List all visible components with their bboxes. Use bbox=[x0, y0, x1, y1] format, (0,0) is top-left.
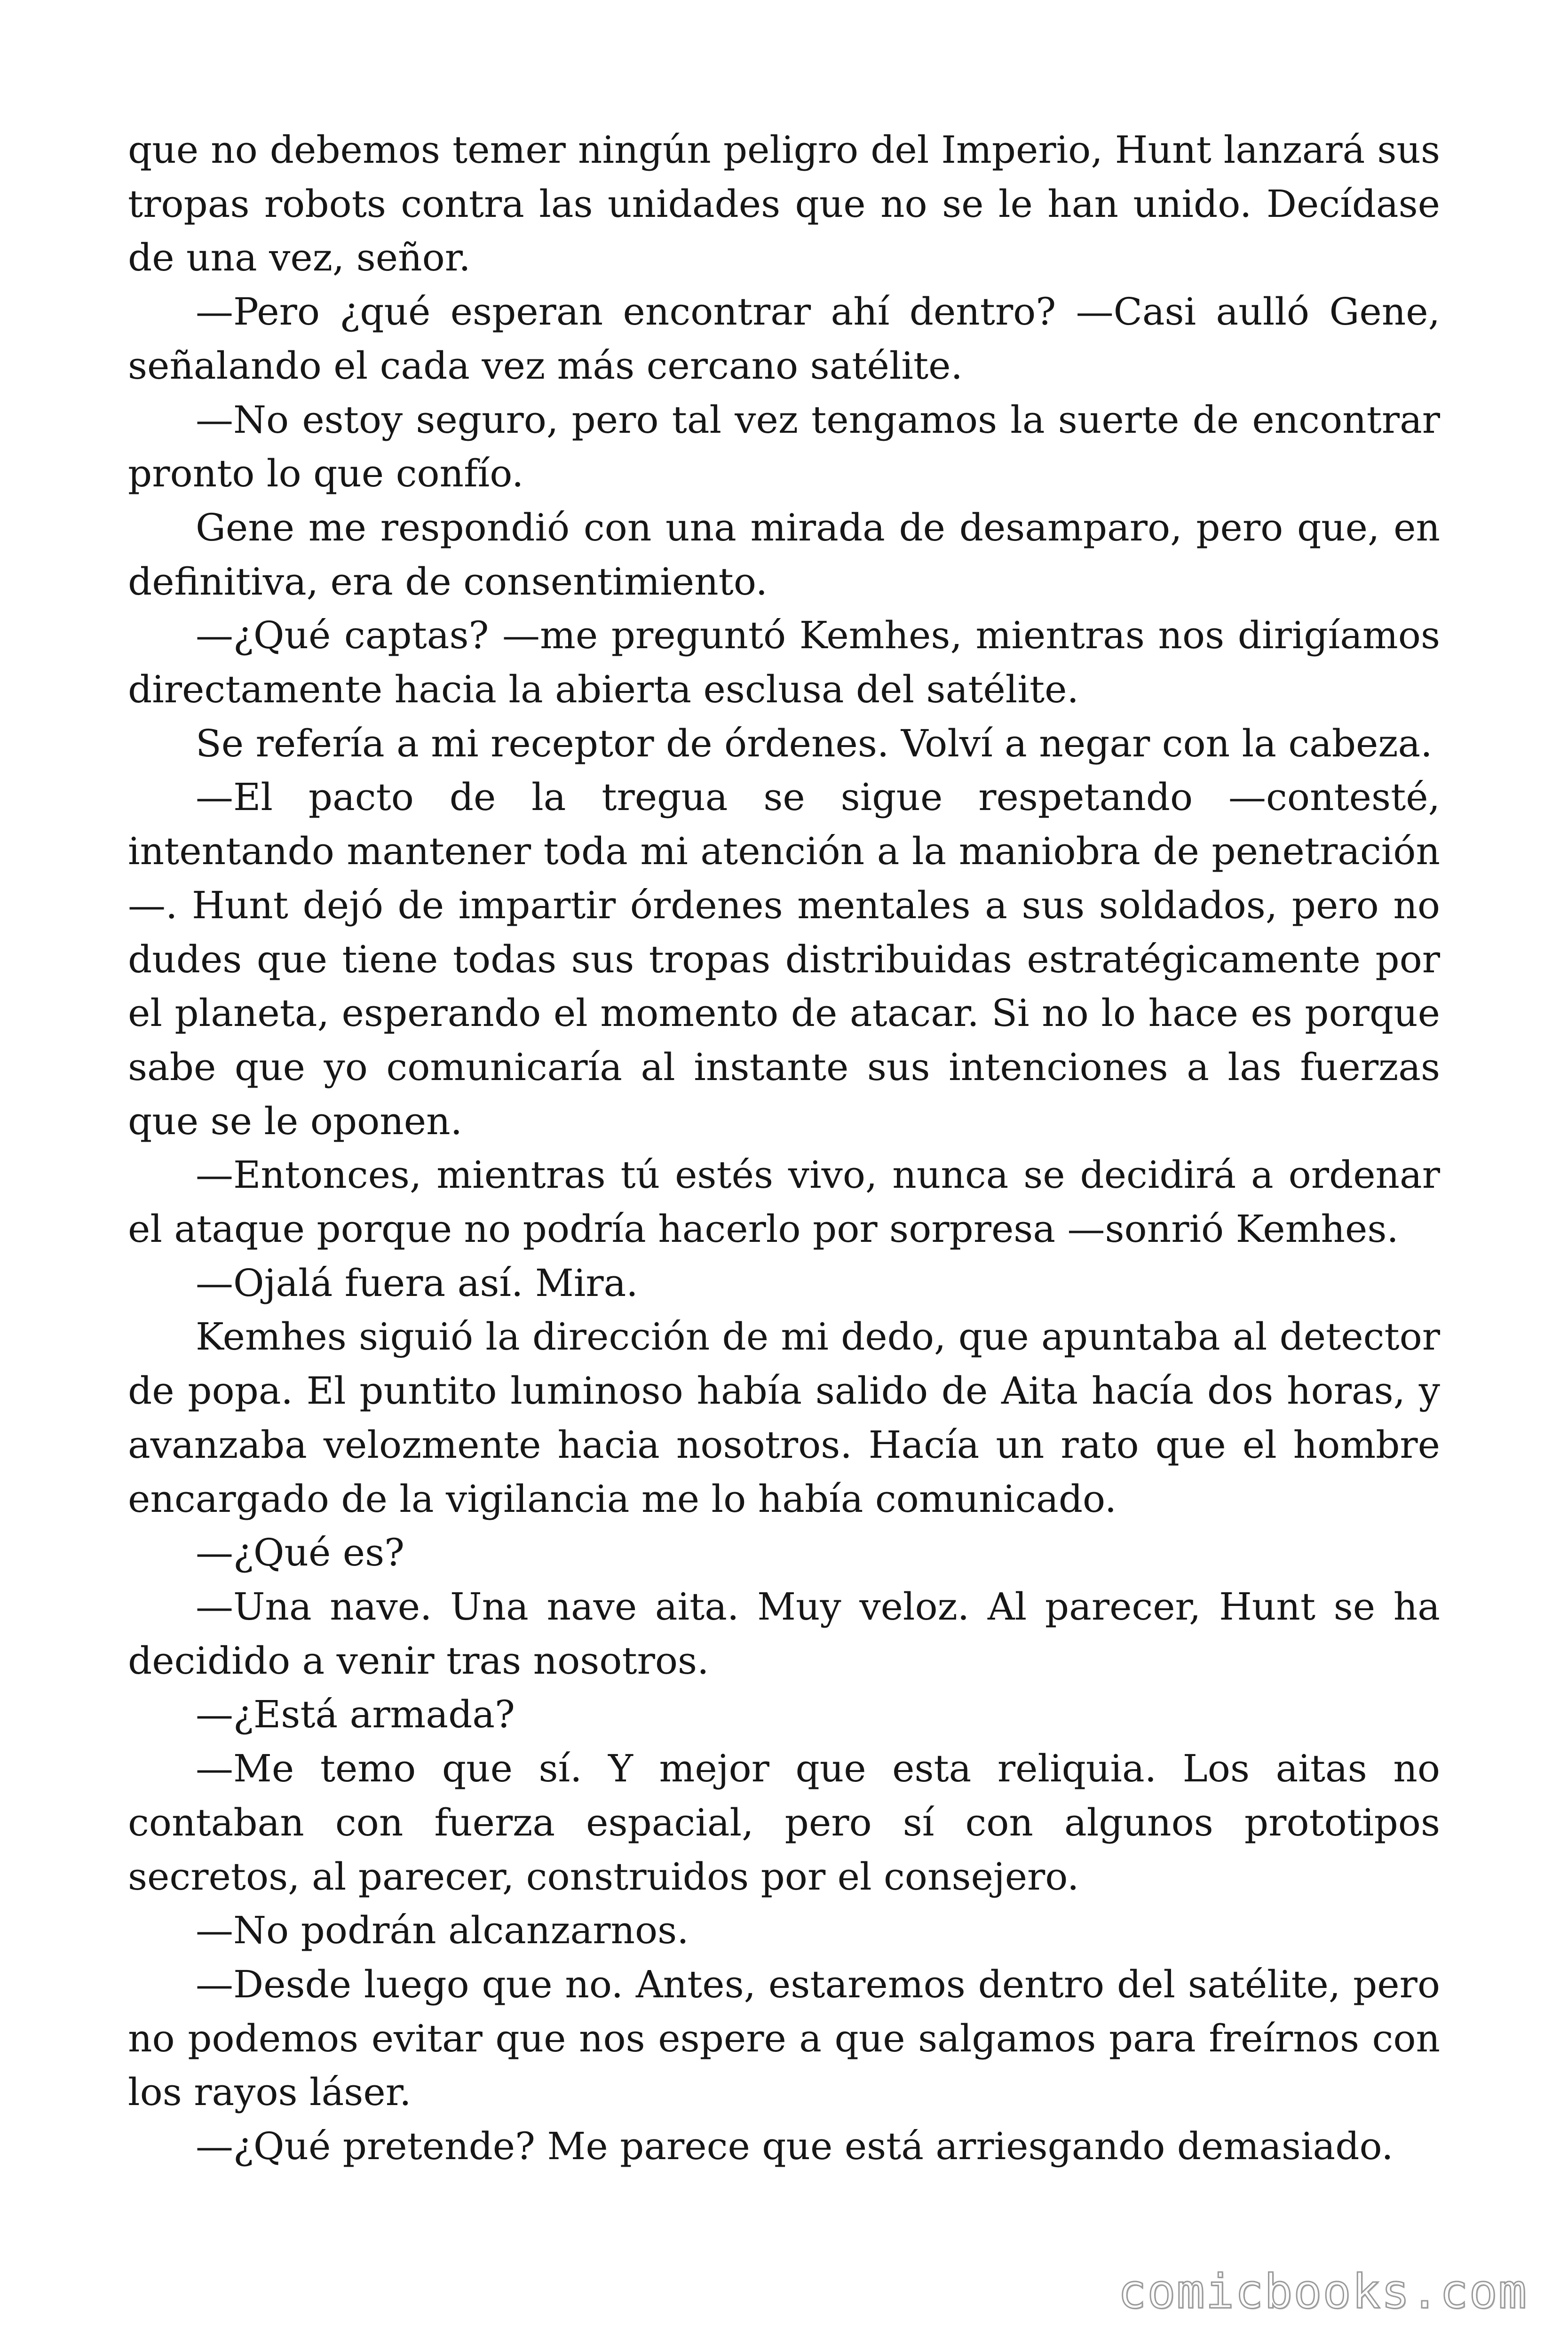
paragraph-7: —El pacto de la tregua se sigue respetando —contesté, intentando mantener toda mi atención a la maniobra de penetración —. Hunt dejó de impartir órdenes mentales a sus soldados, pero no dudes que tiene todas sus tropas distribuidas estratégicamente por el planeta, esperando el momento de atacar. Si no lo hace es porque sabe que yo comunicaría al instante sus intenciones a las fuerzas que se le oponen. bbox=[128, 775, 1440, 1143]
paragraph-3: —No estoy seguro, pero tal vez tengamos la suerte de encontrar pronto lo que confío. bbox=[128, 397, 1440, 496]
paragraph-11: —¿Qué es? bbox=[196, 1531, 405, 1575]
paragraph-17: —¿Qué pretende? Me parece que está arriesgando demasiado. bbox=[196, 2124, 1394, 2169]
paragraph-5: —¿Qué captas? —me preguntó Kemhes, mientras nos dirigíamos directamente hacia la abierta esclusa del satélite. bbox=[128, 613, 1440, 712]
paragraph-14: —Me temo que sí. Y mejor que esta reliquia. Los aitas no contaban con fuerza espacial, pero sí con algunos prototipos secretos, al parecer, construidos por el consejero. bbox=[128, 1747, 1440, 1899]
paragraph-8: —Entonces, mientras tú estés vivo, nunca se decidirá a ordenar el ataque porque no podría hacerlo por sorpresa —sonrió Kemhes. bbox=[128, 1153, 1440, 1251]
paragraph-4: Gene me respondió con una mirada de desamparo, pero que, en definitiva, era de consentimiento. bbox=[128, 505, 1440, 604]
paragraph-16: —Desde luego que no. Antes, estaremos dentro del satélite, pero no podemos evitar que nos espere a que salgamos para freírnos con los rayos láser. bbox=[128, 1962, 1440, 2114]
paragraph-13: —¿Está armada? bbox=[196, 1692, 515, 1737]
paragraph-1: que no debemos temer ningún peligro del Imperio, Hunt lanzará sus tropas robots contra las unidades que no se le han unido. Decídase de una vez, señor. bbox=[128, 128, 1440, 280]
paragraph-12: —Una nave. Una nave aita. Muy veloz. Al parecer, Hunt se ha decidido a venir tras nosotros. bbox=[128, 1584, 1440, 1683]
paragraph-15: —No podrán alcanzarnos. bbox=[196, 1908, 689, 1953]
paragraph-2: —Pero ¿qué esperan encontrar ahí dentro? —Casi aulló Gene, señalando el cada vez más cercano satélite. bbox=[128, 290, 1440, 388]
book-page-text bbox=[128, 123, 1440, 2174]
paragraph-9: —Ojalá fuera así. Mira. bbox=[196, 1261, 638, 1305]
paragraph-10: Kemhes siguió la dirección de mi dedo, que apuntaba al detector de popa. El puntito luminoso había salido de Aita hacía dos horas, y avanzaba velozmente hacia nosotros. Hacía un rato que el hombre encargado de la vigilancia me lo había comunicado. bbox=[128, 1315, 1440, 1521]
site-watermark: comicbooks.com bbox=[1118, 2264, 1528, 2319]
paragraph-6: Se refería a mi receptor de órdenes. Volví a negar con la cabeza. bbox=[196, 721, 1433, 765]
